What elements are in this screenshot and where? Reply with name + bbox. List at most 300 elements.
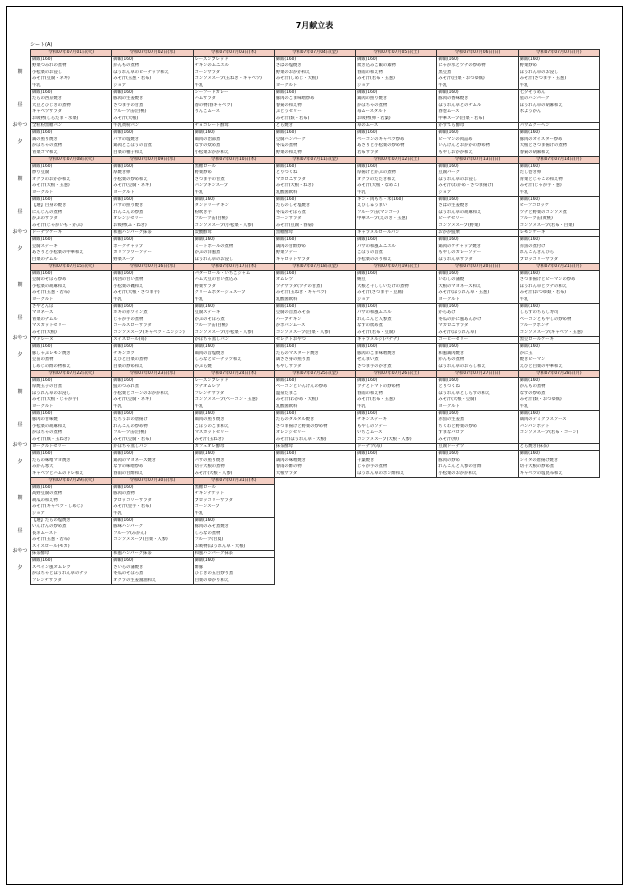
menu-item: かぼちゃの煮物 — [32, 430, 63, 436]
date-header: 令和07年07月04日(金) — [274, 50, 355, 57]
menu-item: 豚肉のみそ煮焼き — [194, 524, 229, 530]
menu-item: 温泉たまご — [275, 390, 298, 396]
menu-item: お吸物(ふ・ねぎ) — [113, 222, 147, 228]
menu-item: さばの生姜焼き — [438, 203, 469, 209]
menu-item: いちごムース — [357, 430, 383, 436]
lunch-cell — [274, 410, 355, 443]
menu-item: 鮭のつみれ煮 — [113, 384, 140, 390]
menu-item: 御飯(160) — [32, 270, 53, 276]
menu-item: スイスロール(モカ) — [32, 543, 70, 549]
menu-item: さつま芋の甘煮 — [113, 102, 144, 108]
menu-item: 御飯(160) — [113, 377, 134, 383]
menu-item: 小松菜の炒め和え — [113, 176, 148, 182]
dinner-cell — [518, 130, 599, 157]
menu-item: 牛乳 — [519, 189, 529, 195]
menu-item: 御飯(160) — [519, 344, 540, 350]
menu-item: みそ汁(大根・なめこ) — [357, 183, 400, 189]
menu-item: 鶏肉の味噌焼き — [275, 457, 306, 463]
menu-item: レーズンブレッド — [194, 57, 229, 62]
lunch-cell — [518, 303, 599, 336]
menu-item: かぼちゃとほうれん草のナッ — [32, 571, 88, 577]
menu-item: ツナとトマトの炒め物 — [357, 384, 401, 390]
menu-item: しろなとピーナッツ和え — [194, 357, 242, 363]
menu-item: もやしのカレーソテー — [438, 250, 482, 256]
menu-item: ツナと野菜のコンソメ煮 — [519, 209, 567, 215]
menu-item: 御飯(160) — [275, 130, 296, 136]
empty-cell — [437, 558, 518, 585]
empty-cell — [356, 477, 437, 484]
lunch-cell — [356, 196, 437, 229]
menu-item: コンソメスープ(白菜・人参) — [275, 329, 331, 335]
snack-cell — [356, 336, 437, 343]
menu-item: 和風ハンバーグ抹茶 — [113, 550, 152, 556]
lunch-cell — [274, 303, 355, 336]
menu-item: ヨーグルト — [113, 189, 135, 195]
menu-item: 鶏の照り焼き — [32, 136, 58, 142]
menu-item: 御飯(160) — [519, 303, 540, 309]
menu-item: 御飯(160) — [194, 517, 215, 523]
snack-cell — [112, 229, 193, 236]
menu-item: ほうれん草サラダ — [438, 256, 473, 262]
menu-item: 御飯(160) — [113, 484, 134, 490]
menu-item: 小松菜の胡麻和え — [32, 423, 67, 429]
menu-item: 鶏肉の甘酢炒め — [275, 243, 306, 249]
breakfast-row — [31, 57, 600, 90]
menu-item: ポークチャップ — [113, 243, 144, 249]
menu-item: 星のハンバーグ — [519, 96, 550, 102]
menu-item: みそ汁(大根・じゃが芋) — [32, 397, 79, 403]
menu-item: 豚肉のオイスター炒め — [519, 136, 563, 142]
menu-item: 御飯(160) — [357, 303, 378, 309]
menu-item: 御飯(160) — [438, 90, 459, 95]
menu-item: ヨーグルト — [32, 296, 54, 302]
menu-item: 牛乳黄粉パン — [113, 123, 140, 128]
menu-item: 御飯(160) — [357, 90, 378, 95]
row-label-lunch: 昼 — [17, 421, 23, 428]
snack-cell — [31, 336, 112, 343]
breakfast-cell — [193, 57, 274, 90]
menu-item: ごぼうの旨煮 — [357, 250, 383, 256]
lunch-cell — [274, 196, 355, 229]
menu-item: キャラメルロールパン — [357, 229, 400, 235]
menu-item: 御飯(160) — [438, 344, 459, 350]
dinner-cell — [193, 558, 274, 585]
date-header: 令和07年07月03日(木) — [193, 50, 274, 57]
breakfast-cell — [518, 377, 599, 410]
breakfast-cell — [112, 57, 193, 90]
menu-item: ブロッコリーサラダ — [113, 497, 152, 503]
menu-item: かボパンムース — [275, 323, 306, 329]
empty-cell — [518, 484, 599, 517]
menu-item: 御飯(160) — [519, 130, 540, 136]
date-header: 令和07年07月31日(木) — [193, 477, 274, 484]
date-header: 令和07年07月17日(木) — [193, 263, 274, 270]
breakfast-cell — [356, 57, 437, 90]
menu-item: 御飯(160) — [275, 344, 296, 350]
menu-item: 御飯(160) — [357, 130, 378, 136]
date-header: 令和07年07月05日(土) — [356, 50, 437, 57]
empty-cell — [274, 484, 355, 517]
menu-item: どら焼き(抹茶) — [519, 443, 549, 449]
menu-item: ホキの赤ワイン煮 — [113, 310, 148, 316]
menu-item: たらのマスタード焼き — [275, 350, 319, 356]
menu-item: がんもの煮物 — [113, 63, 140, 69]
menu-item: 小松菜の磯和え — [113, 283, 144, 289]
menu-item: 御飯(160) — [113, 196, 134, 202]
snack-cell — [518, 229, 599, 236]
menu-item: 牛乳 — [194, 189, 204, 195]
menu-item: 野菜つみれの煮物 — [32, 63, 67, 69]
breakfast-row — [31, 484, 600, 517]
breakfast-cell — [31, 270, 112, 303]
menu-item: みそ汁(若布・玉葱) — [357, 76, 395, 82]
lunch-cell — [31, 196, 112, 229]
snack-cell — [274, 229, 355, 236]
menu-item: コーンサラダ — [275, 216, 302, 222]
dinner-row — [31, 558, 600, 585]
empty-cell — [437, 550, 518, 557]
menu-item: 小松菜とコーンのおかか和え — [113, 390, 170, 396]
menu-item: 御飯(160) — [438, 57, 459, 62]
week-header-row — [31, 156, 600, 163]
menu-item: 御飯(160) — [194, 344, 215, 350]
menu-item: 小松菜の胡麻和え — [32, 283, 67, 289]
menu-item: オレンジゼリー — [113, 216, 144, 222]
menu-item: ほうれん草とのチムル — [438, 102, 482, 108]
menu-item: 御飯(160) — [275, 237, 296, 243]
menu-item: 粉吹き芋 — [194, 209, 212, 215]
menu-item: 牛乳 — [194, 403, 204, 409]
snack-cell — [356, 229, 437, 236]
menu-item: フルーツ缶(白桃) — [194, 216, 228, 222]
menu-item: フルーツ缶(白桃) — [194, 323, 228, 329]
menu-item: 厚揚げとかぶの煮物 — [357, 170, 396, 176]
menu-item: ツナサラダ(ツナの甘煮) — [275, 283, 323, 289]
date-header: 令和07年07月18日(金) — [274, 263, 355, 270]
lunch-cell — [193, 196, 274, 229]
menu-item: マドレーヌ — [32, 336, 54, 342]
breakfast-row — [31, 377, 600, 410]
snack-cell — [518, 123, 599, 130]
menu-item: みそ汁(大根・豆腐) — [438, 397, 477, 403]
menu-item: 小松菜のお浸し — [32, 69, 63, 75]
snack-row — [31, 123, 600, 130]
menu-item: 牛乳 — [113, 296, 122, 302]
dinner-cell — [274, 451, 355, 478]
menu-item: 乳酸菌飲料 — [275, 189, 298, 195]
menu-item: 御飯(160) — [357, 451, 378, 457]
menu-item: 御飯(160) — [275, 163, 296, 169]
menu-item: 炊き込みご飯の素物 — [357, 63, 396, 69]
snack-row — [31, 550, 600, 557]
menu-item: みそ汁(玉葱・若布) — [113, 76, 152, 82]
menu-item: ピーマンの肉詰め — [438, 136, 473, 142]
menu-item: 豆腐の旨煮みそ茶 — [275, 310, 311, 316]
menu-item: 御飯(160) — [519, 270, 540, 276]
menu-item: みそ汁(おつゆ麸・若布) — [519, 290, 566, 296]
date-header: 令和07年07月16日(水) — [112, 263, 193, 270]
menu-item: パサの照り焼き — [113, 203, 144, 209]
breakfast-cell — [356, 163, 437, 196]
menu-item: 豚肉のごま味噌焼き — [357, 350, 396, 356]
menu-item: 御飯(160) — [275, 270, 296, 276]
date-header: 令和07年07月08日(火) — [31, 156, 112, 163]
menu-item: みそ汁(大根) — [113, 115, 139, 121]
date-header: 令和07年07月27日(日) — [437, 370, 518, 377]
row-label-lunch: 昼 — [17, 102, 23, 108]
dinner-cell — [437, 130, 518, 157]
menu-item: ジョア — [357, 296, 370, 302]
menu-item: 牛乳 — [357, 403, 366, 409]
lunch-cell — [437, 90, 518, 123]
dinner-cell — [31, 237, 112, 264]
dinner-cell — [437, 344, 518, 371]
menu-item: フルーツ(甘夏) — [194, 537, 224, 543]
row-label-snack: おやつ — [12, 548, 28, 555]
menu-item: いわしの蒲焼 — [438, 277, 465, 283]
menu-item: 切干大根の炒め煮 — [519, 464, 555, 470]
row-label-breakfast: 朝 — [17, 388, 23, 395]
row-label-snack: おやつ — [12, 441, 28, 448]
menu-item: 赤魚の生姜煮 — [438, 417, 465, 423]
menu-item: 野菜サラダ — [194, 283, 217, 289]
menu-item: 水ようかん — [519, 109, 542, 115]
lunch-row — [31, 196, 600, 229]
menu-item: どら焼き — [275, 123, 294, 128]
menu-item: ほうれん草の胡麻和え — [519, 102, 563, 108]
menu-item: 和風ハンバーグ抹茶 — [194, 550, 233, 556]
menu-item: キャロットサラダ — [275, 256, 311, 262]
menu-item: れんこんきんぴら — [519, 250, 555, 256]
menu-item: ビーフコロッケ — [519, 203, 550, 209]
menu-item: ヨーグルト — [32, 403, 54, 409]
menu-item: 大根とさつま揚げの煮物 — [519, 143, 567, 149]
menu-item: がんもの煮物 — [438, 357, 465, 363]
menu-item: 鶏ささ身の照り煮 — [275, 357, 311, 363]
menu-item: 鶏肉のデミグラスソース — [519, 417, 567, 423]
menu-item: 御飯(160) — [32, 451, 53, 457]
snack-cell — [274, 443, 355, 450]
snack-cell — [274, 336, 355, 343]
menu-item: フレンチサラダ — [194, 390, 225, 396]
menu-item: キャベツサラダ — [32, 109, 63, 115]
menu-item: ほうれん草とツナの和え — [519, 283, 567, 289]
snack-cell — [193, 443, 274, 450]
menu-item: 御飯(160) — [275, 451, 296, 457]
menu-item: 御飯(160) — [357, 410, 378, 416]
menu-item: なすの炊め煮 — [357, 323, 383, 329]
menu-item: コンソメスープ(若布・コーン) — [519, 430, 579, 436]
lunch-cell — [437, 303, 518, 336]
menu-item: 切干大根の煮物 — [194, 464, 225, 470]
menu-item: みそ汁(豆腐・ネギ) — [32, 76, 70, 82]
menu-item: しらすのちらし寿司 — [519, 310, 559, 316]
snack-cell — [193, 336, 274, 343]
date-header: 令和07年07月19日(土) — [356, 263, 437, 270]
menu-item: 野菜スープ — [113, 256, 135, 262]
menu-item: 中華スープ(えのき・玉葱) — [357, 216, 408, 222]
menu-item: カリフラワーソテー — [113, 250, 152, 256]
date-header: 令和07年07月13日(日) — [437, 156, 518, 163]
row-label-dinner: 夕 — [17, 458, 23, 465]
dinner-cell — [518, 344, 599, 371]
week-header-row — [31, 370, 600, 377]
menu-item: 御飯(160) — [275, 377, 296, 383]
menu-item: コンソメスープ(野菜) — [438, 222, 480, 228]
menu-item: おかか鮭乗 — [438, 229, 460, 235]
menu-item: じゃが芋の煮物 — [357, 464, 388, 470]
date-header: 令和07年07月24日(木) — [193, 370, 274, 377]
menu-item: 春雨の和え物 — [357, 69, 383, 75]
menu-item: ベーコンといんげんの炒め — [275, 384, 328, 390]
menu-item: レモンケーキ — [519, 229, 546, 235]
menu-item: なすの炒め煮 — [519, 390, 546, 396]
date-header: 令和07年07月30日(水) — [112, 477, 193, 484]
snack-cell — [31, 550, 112, 557]
menu-item: 御飯(160) — [519, 410, 540, 416]
dinner-cell — [274, 130, 355, 157]
row-label-lunch: 昼 — [17, 315, 23, 321]
menu-item: 春雨の甘酢和え — [113, 470, 144, 476]
menu-item: セレクトおやつ — [275, 336, 306, 342]
menu-item: ごぼうのごま和え — [194, 423, 229, 429]
menu-item: 御飯(160) — [113, 57, 134, 62]
lunch-cell — [193, 410, 274, 443]
menu-item: 春雨の和え物 — [357, 390, 383, 396]
menu-item: 鶏肉の治部煮 — [194, 136, 221, 142]
menu-item: チキンのムニエル — [194, 63, 229, 69]
menu-item: 御飯(160) — [32, 410, 53, 416]
menu-item: みそ汁(麩・おつゆ麸) — [519, 397, 562, 403]
snack-cell — [356, 443, 437, 450]
breakfast-cell — [356, 377, 437, 410]
menu-item: コールスローサラダ — [113, 323, 152, 329]
menu-item: 豚肉の香味焼き — [438, 96, 469, 102]
snack-row — [31, 443, 600, 450]
snack-cell — [31, 123, 112, 130]
lunch-row — [31, 410, 600, 443]
menu-item: 野菜炒め — [194, 170, 212, 176]
menu-item: 牛乳 — [357, 189, 366, 195]
lunch-cell — [193, 90, 274, 123]
menu-item: オクラのおかか和え — [32, 176, 71, 182]
menu-item: コーンサラダ — [194, 69, 221, 75]
lunch-row — [31, 517, 600, 550]
menu-item: 【選】たらの塩焼き — [32, 517, 71, 523]
menu-item: 黒豆ロールケーキ — [519, 336, 554, 342]
snack-cell — [274, 123, 355, 130]
menu-item: 小松菜のおかか和え — [438, 470, 478, 476]
menu-item: みそ汁(里芋・若布) — [113, 504, 152, 510]
menu-item: ジョア — [32, 510, 45, 516]
menu-item: いんげんの炒め煮 — [32, 524, 67, 530]
menu-item: みそ汁(大根) — [32, 329, 57, 335]
menu-item: ほうれん草の胡麻和え — [438, 209, 482, 215]
menu-item: とりつくね — [275, 170, 298, 176]
menu-item: ジョア — [113, 82, 127, 88]
menu-item: ほうれん草としらすの和え — [438, 390, 490, 396]
menu-item: 御飯(160) — [357, 344, 378, 350]
snack-cell — [437, 443, 518, 450]
menu-item: かぼちゃ蒸しパン — [113, 443, 148, 449]
menu-item: みそ汁(ほうれん草) — [438, 329, 477, 335]
menu-item: 黒豆煮 — [438, 69, 452, 75]
menu-item: ブロッコリーサラダ — [519, 256, 559, 262]
menu-item: フルーツ缶(マンゴー) — [357, 209, 399, 215]
menu-item: チキンカツ — [113, 350, 135, 356]
menu-item: がんもの煮物 — [519, 384, 546, 390]
menu-item: カフェオレ酵母 — [194, 443, 225, 449]
dinner-cell — [112, 130, 193, 157]
menu-item: 野菜ソテー — [275, 250, 298, 256]
menu-item: 御飯(160) — [194, 303, 215, 309]
lunch-cell — [31, 517, 112, 550]
menu-item: 豚肉の炒め — [438, 457, 460, 463]
menu-item: マヨネーズ — [32, 310, 54, 316]
menu-item: 御飯(160) — [32, 377, 53, 383]
menu-item: 御飯(160) — [519, 57, 540, 62]
empty-cell — [356, 517, 437, 550]
empty-cell — [274, 550, 355, 557]
snack-cell — [112, 443, 193, 450]
sheet-label: シート(A) — [30, 42, 53, 48]
menu-item: パンプキンスープ — [194, 183, 229, 189]
menu-item: みそ汁(さつま芋・玉葱) — [519, 76, 567, 82]
menu-item: 御飯(160) — [357, 163, 378, 169]
menu-item: 鶏肉の照り焼き — [357, 96, 388, 102]
menu-item: 大根サラダ — [275, 470, 298, 476]
menu-item: 御飯(160) — [438, 303, 459, 309]
menu-item: 【選】白身の焼き — [32, 203, 67, 209]
lunch-cell — [356, 90, 437, 123]
lunch-cell — [274, 90, 355, 123]
date-header: 令和07年07月15日(火) — [31, 263, 112, 270]
menu-item: かぶの洋風煮 — [194, 250, 221, 256]
menu-item: みそ汁(玉葱・若布) — [32, 290, 70, 296]
menu-item: みそ汁(じゃが芋・葱) — [519, 183, 562, 189]
menu-item: コーンスープ — [194, 504, 220, 510]
menu-item: 御飯(160) — [194, 130, 215, 136]
dinner-row — [31, 130, 600, 157]
menu-item: オクラの生姜醤油和え — [113, 577, 157, 583]
menu-item: みそ汁(大根・さつま芋) — [113, 290, 160, 296]
dinner-cell — [31, 344, 112, 371]
lunch-cell — [112, 90, 193, 123]
menu-item: 御飯(160) — [438, 410, 459, 416]
empty-cell — [437, 477, 518, 484]
menu-item: 御飯(160) — [113, 270, 134, 276]
menu-item: 御飯(160) — [275, 90, 296, 95]
empty-cell — [518, 477, 599, 484]
row-label-lunch: 昼 — [17, 528, 23, 534]
menu-item: さいらの蒲焼き — [113, 564, 144, 570]
lunch-cell — [112, 410, 193, 443]
dinner-cell — [112, 558, 193, 585]
lunch-cell — [112, 517, 193, 550]
menu-item: みそ汁(白菜・おつゆ麸) — [438, 76, 485, 82]
menu-item: みそ汁(麩・若布) — [275, 115, 310, 121]
date-header: 令和07年07月23日(水) — [112, 370, 193, 377]
menu-item: 春雨の酢の物 — [275, 464, 302, 470]
menu-item: 御飯(160) — [519, 163, 540, 169]
breakfast-cell — [437, 270, 518, 303]
menu-item: 乳酸菌飲料 — [275, 403, 298, 409]
menu-item: 豆腐ドーナツ — [438, 443, 465, 449]
menu-item: 御飯(160) — [194, 237, 215, 243]
dinner-cell — [112, 451, 193, 478]
menu-item: みそ汁(わかめ・大根) — [275, 397, 318, 403]
menu-item: コンソメスープ(キャベツ・ニンジン) — [113, 329, 185, 335]
